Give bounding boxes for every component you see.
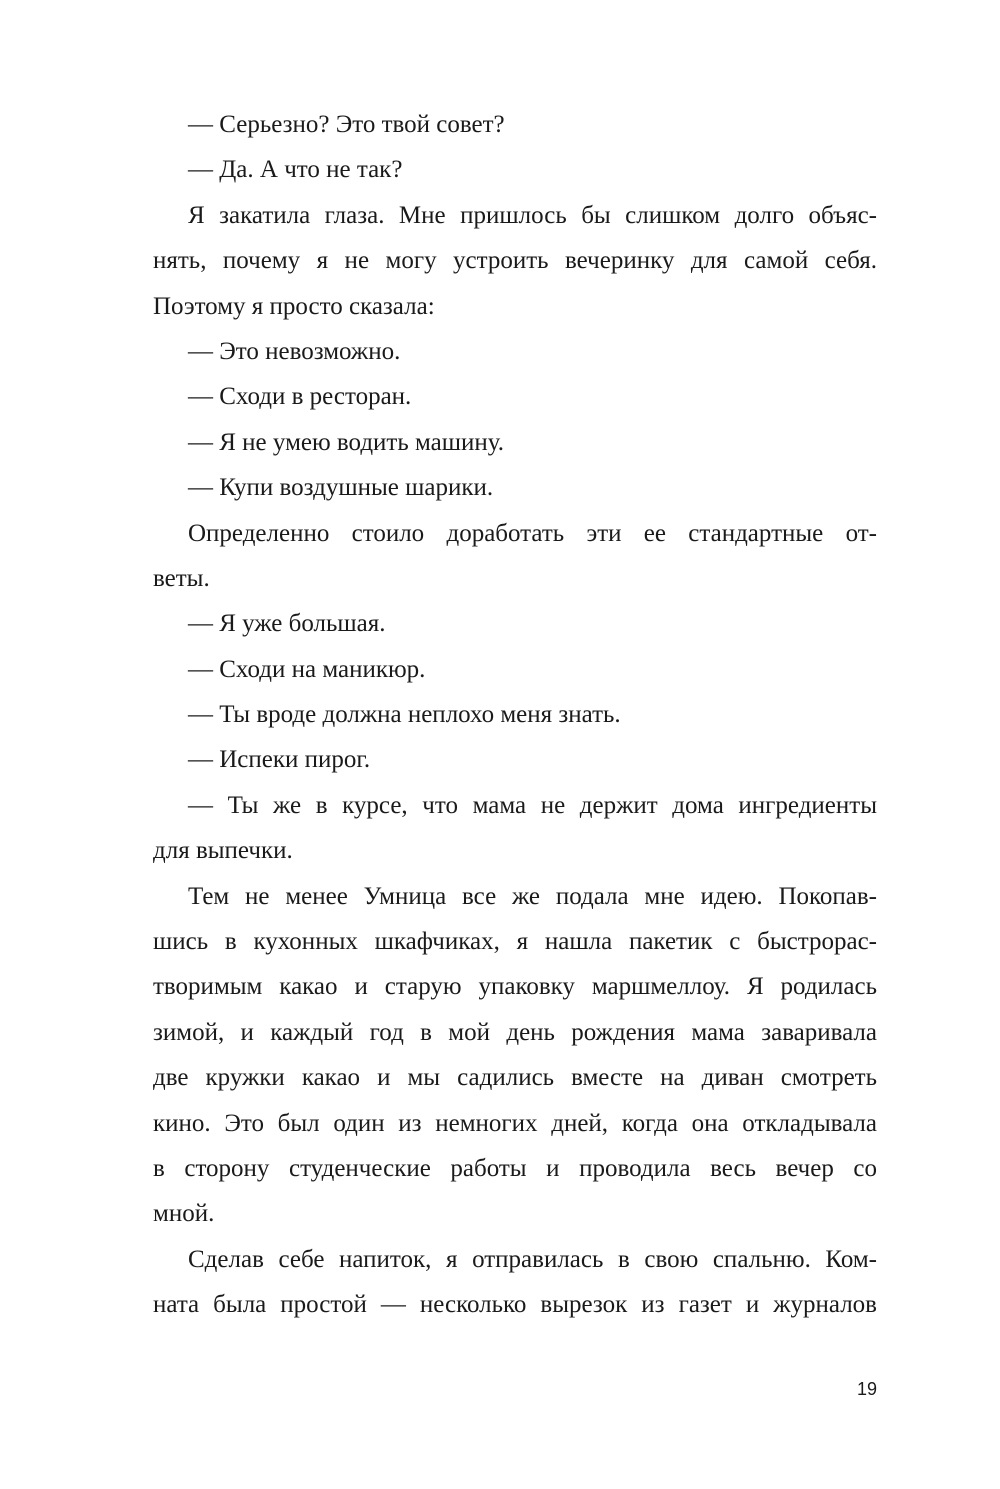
text-line: зимой, и каждый год в мой день рождения мама заваривала xyxy=(153,1018,877,1046)
text-line: Сделав себе напиток, я отправилась в свою спальню. Ком- xyxy=(188,1245,877,1273)
text-line: — Испеки пирог. xyxy=(188,746,371,774)
text-line: Я закатила глаза. Мне пришлось бы слишком долго объяс- xyxy=(188,201,877,229)
text-line: нять, почему я не могу устроить вечеринку для самой себя. xyxy=(153,247,877,275)
text-line: Тем не менее Умница все же подала мне идею. Покопав- xyxy=(188,882,877,910)
text-line: — Ты вроде должна неплохо меня знать. xyxy=(188,701,621,729)
text-line: — Серьезно? Это твой совет? xyxy=(188,111,505,138)
text-line: — Да. А что не так? xyxy=(188,156,403,184)
text-line: ната была простой — несколько вырезок из газет и журналов xyxy=(153,1291,877,1319)
text-line: кино. Это был один из немногих дней, когда она откладывала xyxy=(153,1109,877,1137)
text-line: для выпечки. xyxy=(153,837,293,865)
text-line: — Сходи на маникюр. xyxy=(188,655,426,683)
text-line: — Сходи в ресторан. xyxy=(188,383,412,411)
page-number: 19 xyxy=(856,1379,877,1399)
text-line: шись в кухонных шкафчиках, я нашла пакетик с быстрорас- xyxy=(153,928,877,956)
text-line: — Купи воздушные шарики. xyxy=(188,474,494,502)
text-line: две кружки какао и мы садились вместе на диван смотреть xyxy=(153,1064,877,1092)
text-body xyxy=(153,102,877,1328)
text-line: — Я уже большая. xyxy=(188,610,386,638)
text-line: — Ты же в курсе, что мама не держит дома ингредиенты xyxy=(188,791,877,819)
text-line: Поэтому я просто сказала: xyxy=(153,292,435,320)
text-line: Определенно стоило доработать эти ее стандартные от- xyxy=(188,519,877,547)
text-line: — Я не умею водить машину. xyxy=(188,428,505,456)
text-line: творимым какао и старую упаковку маршмеллоу. Я родилась xyxy=(153,973,877,1001)
text-line: веты. xyxy=(153,564,210,592)
text-line: мной. xyxy=(153,1200,215,1228)
text-line: — Это невозможно. xyxy=(188,337,401,365)
text-line: в сторону студенческие работы и проводила весь вечер со xyxy=(153,1154,877,1182)
